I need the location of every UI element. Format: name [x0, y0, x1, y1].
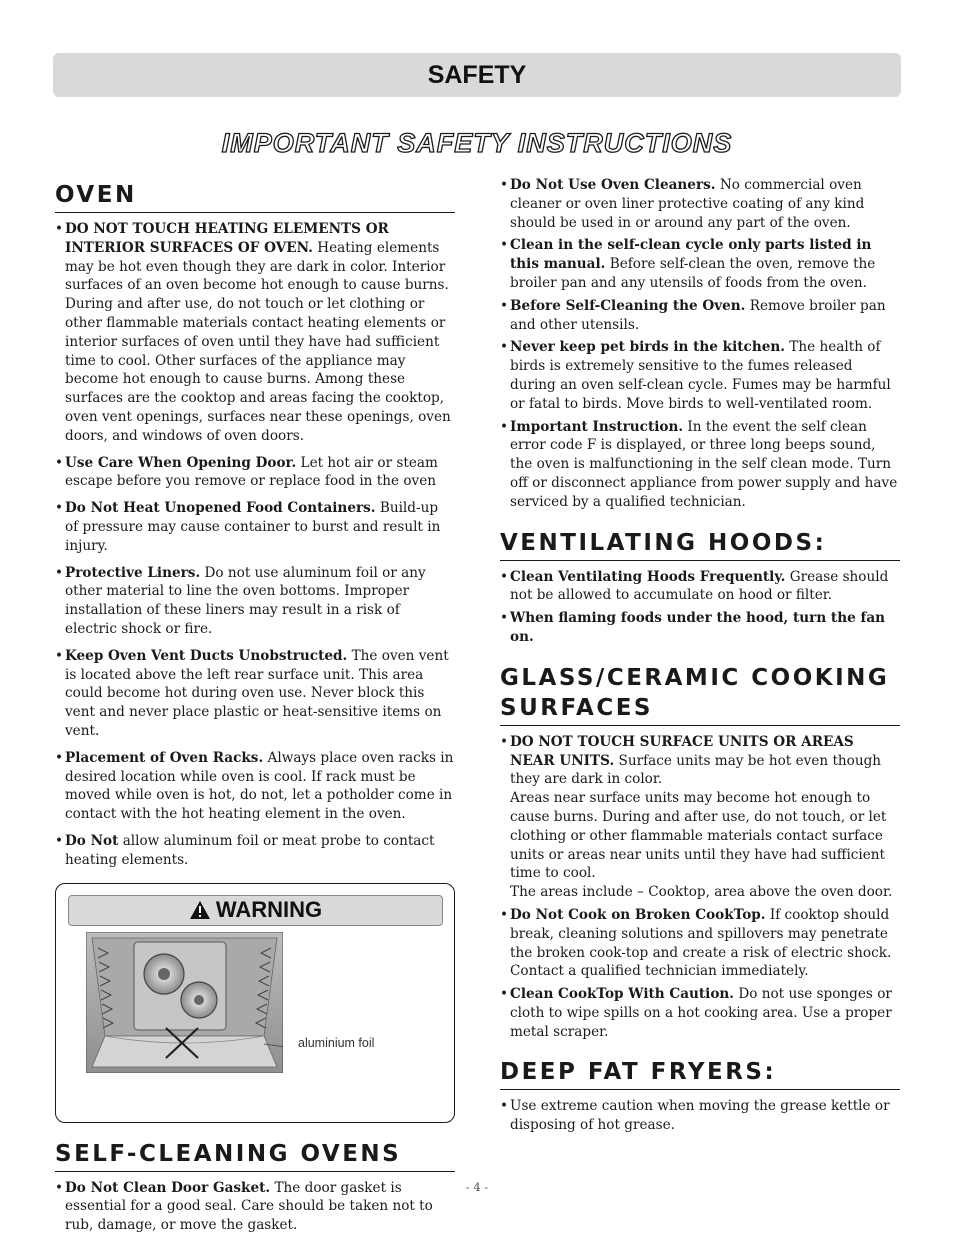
warning-bar — [68, 895, 443, 926]
self-cleaning-heading: SELF-CLEANING OVENS — [55, 1139, 455, 1172]
oven-interior-image — [86, 932, 283, 1073]
item-text: In the event the self clean error code F is displayed, or three long beeps sound, the oven is malfunctioning in the self clean mode. Turn off or disconnect appliance from power supply and have serviced by a qualified technician. — [510, 418, 898, 510]
item-bold: Do Not Use Oven Cleaners. — [510, 177, 716, 193]
list-item — [500, 176, 900, 232]
list-item — [55, 454, 455, 492]
item-bold: Do Not — [65, 832, 119, 849]
oven-list — [55, 220, 455, 870]
warning-label: WARNING — [215, 897, 323, 922]
item-text: The health of birds is extremely sensitive to the fumes released during an oven self-clean cycle. Fumes may be harmful or fatal to birds. Move birds to well-ventilated room. — [510, 339, 891, 412]
item-text: The oven vent is located above the left rear surface unit. This area could become hot during oven use. Never block this vent and never place plastic or heat-sensitive items on vent. — [65, 647, 449, 739]
item-text: allow aluminum foil or meat probe to contact heating elements. — [65, 832, 435, 868]
list-item — [500, 297, 900, 335]
left-column — [55, 180, 455, 1235]
item-text: No commercial oven cleaner or oven liner protective coating of any kind should be used in or around any part of the oven. — [510, 177, 865, 231]
list-item — [500, 733, 900, 902]
warning-icon — [189, 900, 211, 920]
page-number: - 4 - — [465, 1180, 489, 1194]
glass-ceramic-list — [500, 733, 900, 1042]
list-item — [500, 568, 900, 606]
list-item — [500, 609, 900, 647]
item-bold: When flaming foods under the hood, turn the fan on. — [510, 610, 886, 645]
item-text: Areas near surface units may become hot enough to cause burns. During and after use, do not touch, or let clothing or other flammable materials contact surface units or areas near units until they have had sufficient time to cool. — [510, 790, 887, 882]
oven-continued-list — [500, 176, 900, 512]
item-bold: Do Not Clean Door Gasket. — [65, 1179, 271, 1196]
foil-label: aluminium foil — [298, 1035, 375, 1050]
list-item — [500, 236, 900, 292]
item-text: Surface units may be hot even though they are dark in color. — [510, 752, 882, 788]
item-text: Do not use aluminum foil or any other material to line the oven bottoms. Improper installation of these liners may result in a risk of electric shock or fire. — [65, 564, 426, 637]
item-text: Use extreme caution when moving the grease kettle or disposing of hot grease. — [510, 1098, 890, 1134]
item-bold: Use Care When Opening Door. — [65, 454, 297, 471]
item-text: Grease should not be allowed to accumulate on hood or filter. — [510, 568, 889, 604]
item-text: Let hot air or steam escape before you remove or replace food in the oven — [65, 454, 438, 490]
list-item — [55, 749, 455, 824]
item-bold: Clean Ventilating Hoods Frequently. — [510, 568, 786, 585]
section-banner — [53, 53, 901, 97]
ventilating-heading: VENTILATING HOODS: — [500, 528, 900, 561]
list-item — [55, 832, 455, 870]
list-item — [500, 418, 900, 512]
item-text: The door gasket is essential for a good seal. Care should be taken not to rub, damage, or move the gasket. — [65, 1179, 433, 1234]
item-bold: Do Not Heat Unopened Food Containers. — [65, 500, 376, 517]
right-column — [500, 176, 900, 1135]
item-text: Do not use sponges or cloth to wipe spills on a hot cooking area. Use a proper metal scraper. — [510, 986, 892, 1040]
item-text: Before self-clean the oven, remove the broiler pan and any utensils of foods from the oven. — [510, 256, 876, 291]
item-bold: Before Self-Cleaning the Oven. — [510, 297, 746, 314]
list-item — [500, 906, 900, 981]
glass-ceramic-heading: GLASS/CERAMIC COOKING SURFACES — [500, 663, 900, 726]
warning-box — [55, 883, 455, 1123]
item-text: Heating elements may be hot even though they are dark in color. Interior surfaces of an oven become hot enough to cause burns. During and after use, do not touch or let clothing or other flammable materials contact heating elements or interior surfaces of oven until they have had sufficient time to cool. Other surfaces of the appliance may become hot enough to cause burns. Among these surfaces are the cooktop and areas facing the cooktop, oven vent openings, surfaces near these openings, oven doors, and windows of oven doors. — [65, 239, 451, 444]
item-bold: Placement of Oven Racks. — [65, 749, 264, 766]
item-bold: Protective Liners. — [65, 564, 201, 581]
item-text: Remove broiler pan and other utensils. — [510, 297, 886, 333]
list-item — [500, 1097, 900, 1135]
ventilating-list — [500, 568, 900, 647]
deep-fat-heading: DEEP FAT FRYERS: — [500, 1057, 900, 1090]
deep-fat-list — [500, 1097, 900, 1135]
item-bold: Never keep pet birds in the kitchen. — [510, 339, 785, 356]
item-text: If cooktop should break, cleaning solutions and spillovers may penetrate the broken cook-top and create a risk of electric shock. Contact a qualified technician immediately. — [510, 906, 892, 980]
item-bold: DO NOT TOUCH HEATING ELEMENTS OR INTERIOR SURFACES OF OVEN. — [65, 221, 389, 256]
list-item — [55, 564, 455, 639]
item-text: Always place oven racks in desired location while oven is cool. If rack must be moved while oven is hot, do not, let a potholder come in contact with the hot heating element in the oven. — [65, 749, 454, 823]
page-title: IMPORTANT SAFETY INSTRUCTIONS — [221, 128, 733, 158]
list-item — [500, 985, 900, 1041]
item-bold: Keep Oven Vent Ducts Unobstructed. — [65, 647, 348, 664]
item-bold: Important Instruction. — [510, 418, 684, 435]
list-item — [500, 338, 900, 413]
item-bold: Clean in the self-clean cycle only parts listed in this manual. — [510, 237, 872, 273]
item-bold: Do Not Cook on Broken CookTop. — [510, 906, 766, 923]
item-bold: DO NOT TOUCH SURFACE UNITS OR AREAS NEAR UNITS. — [510, 733, 854, 769]
list-item — [55, 647, 455, 741]
section-title: SAFETY — [427, 60, 527, 89]
item-text: The areas include – Cooktop, area above the oven door. — [510, 884, 893, 901]
item-bold: Clean CookTop With Caution. — [510, 986, 735, 1003]
list-item — [55, 499, 455, 555]
oven-heading: OVEN — [55, 180, 455, 213]
list-item — [55, 220, 455, 446]
item-text: Build-up of pressure may cause container to burst and result in injury. — [65, 500, 441, 554]
